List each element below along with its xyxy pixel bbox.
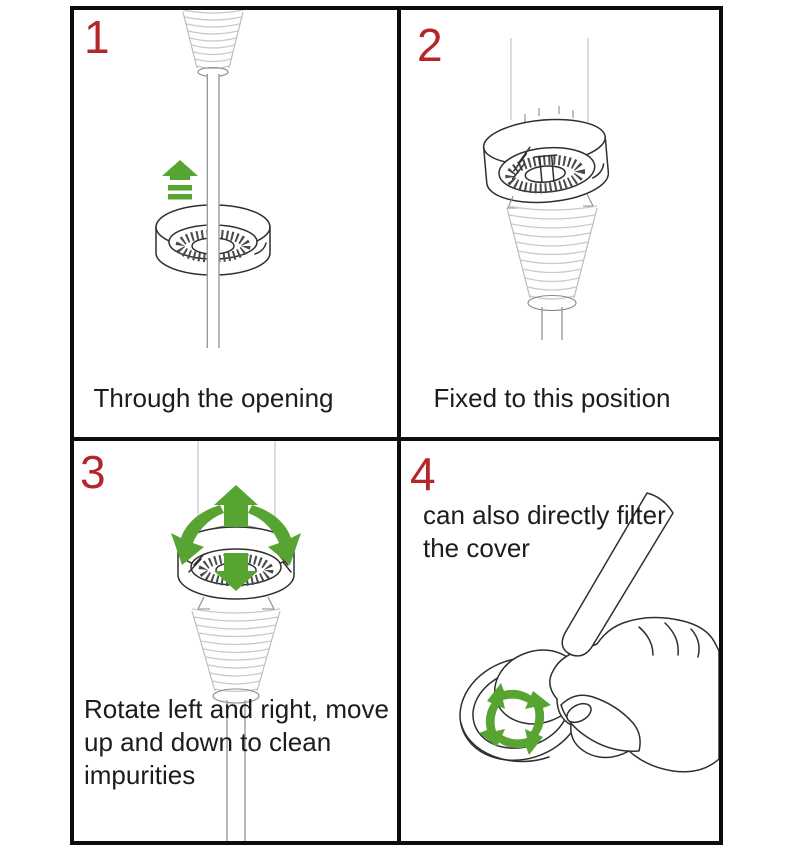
- caption-line-2: up and down to clean: [84, 727, 332, 757]
- step-panel-3: [74, 441, 397, 841]
- step-number: 2: [417, 19, 443, 71]
- step-panel-1: [74, 10, 397, 437]
- slide-up-arrow-icon: [162, 160, 198, 200]
- filter-ring: [482, 115, 611, 207]
- guide-lines: [511, 38, 588, 122]
- caption-line-1: Rotate left and right, move: [84, 694, 389, 724]
- step-caption: Fixed to this position: [433, 383, 671, 413]
- spring-cone: [507, 206, 597, 340]
- step-caption: [84, 693, 389, 792]
- step-panel-4: [401, 441, 719, 841]
- caption-line-3: impurities: [84, 760, 196, 790]
- step-panel-2: [401, 10, 719, 437]
- instruction-grid: [70, 6, 723, 845]
- faucet-tube: [207, 74, 220, 348]
- caption-line-2: the cover: [423, 533, 530, 563]
- move-up-arrow-icon: [214, 485, 258, 527]
- step-number: 1: [84, 11, 110, 63]
- aerator-ring-sliding-illustration: [74, 10, 397, 437]
- step-number: 4: [410, 448, 436, 500]
- step-caption: Through the opening: [93, 383, 334, 413]
- step-caption: [423, 499, 666, 565]
- faucet-spring-tip: [183, 10, 243, 77]
- aerator-ring-fixed-illustration: [401, 10, 719, 437]
- caption-line-1: can also directly filter: [423, 500, 666, 530]
- step-number: 3: [80, 446, 106, 498]
